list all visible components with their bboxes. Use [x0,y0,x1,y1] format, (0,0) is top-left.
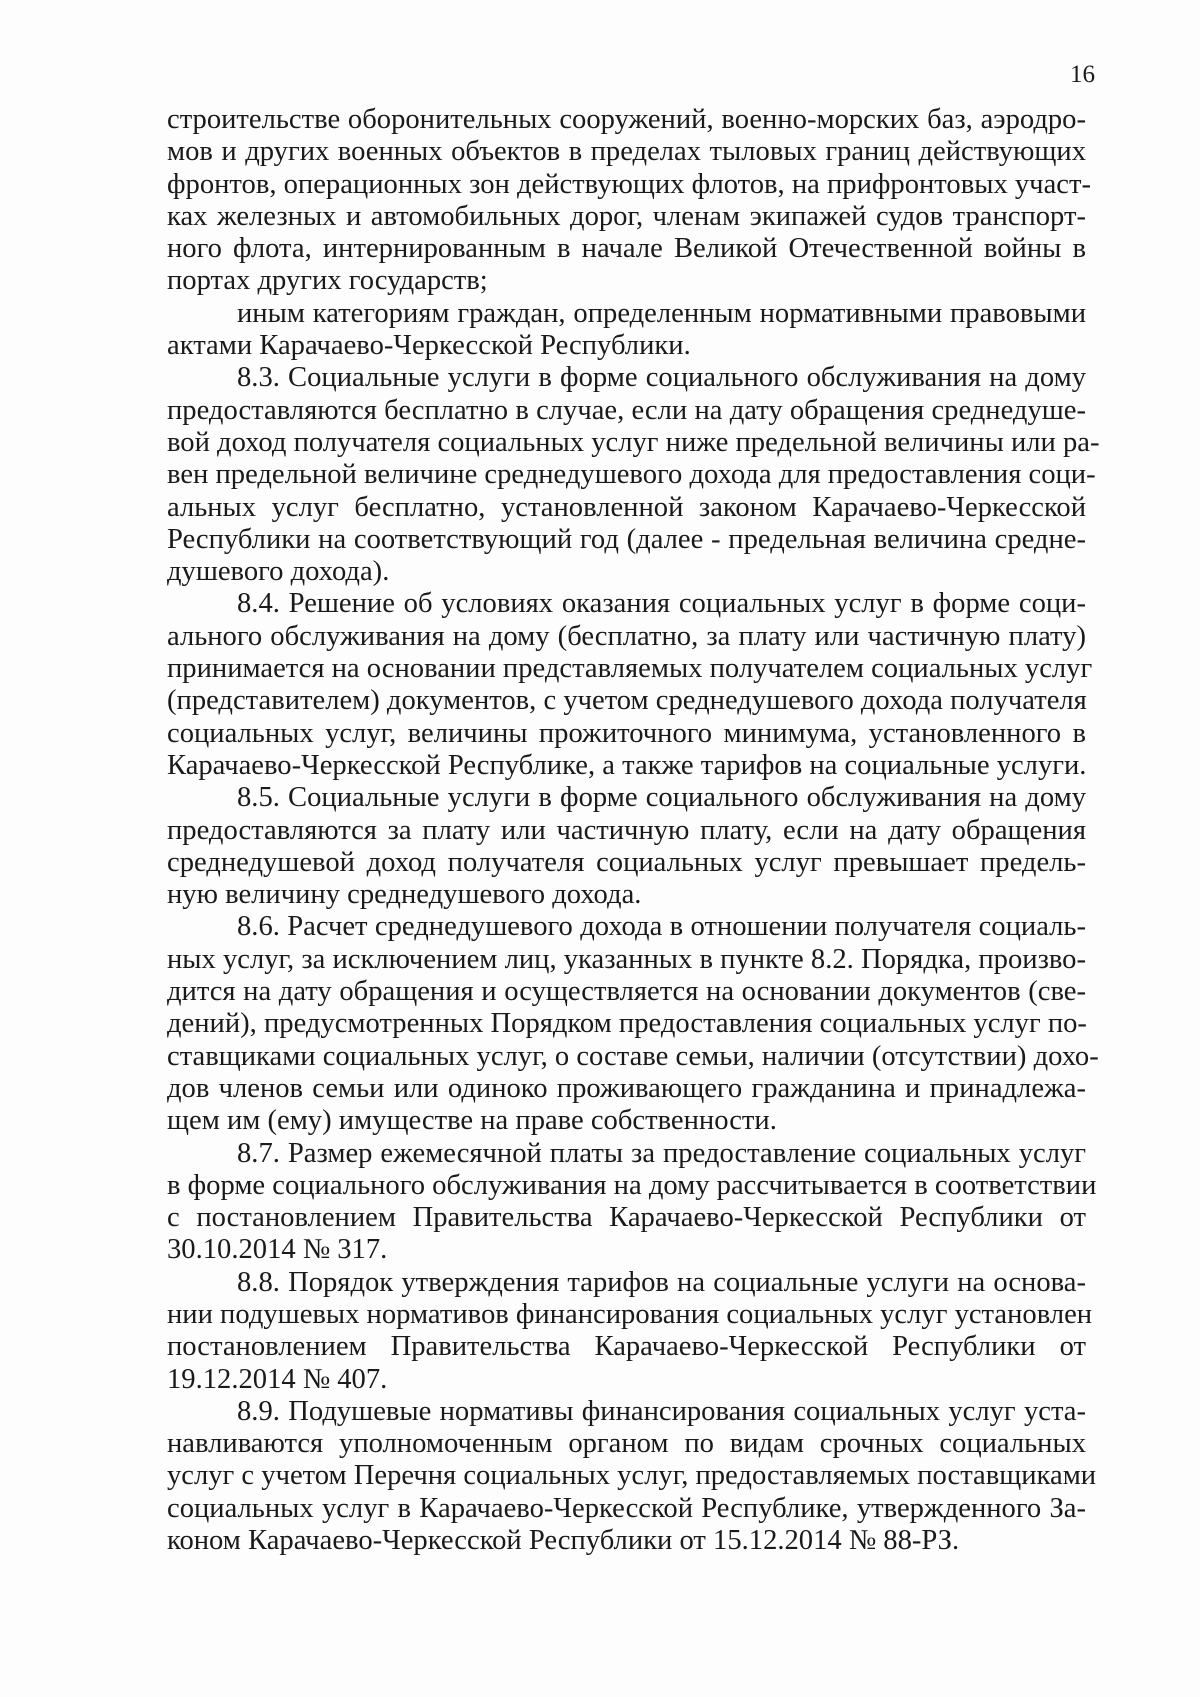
text-line: коном Карачаево-Черкесской Республики от 15.12.2014 № 88-РЗ. [167,1525,960,1557]
text-line: ставщиками социальных услуг, о составе семьи, наличии (отсутствии) дохо- [167,1040,1099,1072]
text-line: альных услуг бесплатно, установленной законом Карачаево-Черкесской [167,491,1086,523]
text-line: ного флота, интернированным в начале Великой Отечественной войны в [167,233,1086,265]
text-line: фронтов, операционных зон действующих флотов, на прифронтовых участ- [167,168,1091,200]
text-line: 8.7. Размер ежемесячной платы за предоставление социальных услуг [237,1137,1086,1169]
text-line: 8.4. Решение об условиях оказания социальных услуг в форме соци- [237,588,1086,620]
text-line: предоставляются за плату или частичную плату, если на дату обращения [167,814,1086,846]
text-line: дится на дату обращения и осуществляется на основании документов (све- [167,976,1086,1008]
text-line: вой доход получателя социальных услуг ниже предельной величины или ра- [167,426,1100,458]
text-line: ках железных и автомобильных дорог, членам экипажей судов транспорт- [167,200,1086,232]
text-line: в форме социального обслуживания на дому рассчитывается в соответствии [167,1169,1097,1201]
text-line: принимается на основании представляемых получателем социальных услуг [167,653,1093,685]
text-line: 30.10.2014 № 317. [167,1234,388,1266]
text-line: 8.8. Порядок утверждения тарифов на социальные услуги на основа- [237,1266,1086,1298]
text-line: с постановлением Правительства Карачаево-Черкесской Республики от [167,1202,1086,1234]
text-line: дов членов семьи или одиноко проживающего гражданина и принадлежа- [167,1072,1086,1104]
text-line: ную величину среднедушевого дохода. [167,879,642,911]
text-line: ных услуг, за исключением лиц, указанных в пункте 8.2. Порядка, произво- [167,943,1086,975]
text-line: душевого дохода). [167,556,390,588]
text-line: 8.3. Социальные услуги в форме социального обслуживания на дому [237,362,1086,394]
text-line: 8.9. Подушевые нормативы финансирования социальных услуг уста- [237,1395,1086,1427]
text-line: социальных услуг, величины прожиточного минимума, установленного в [167,717,1086,749]
text-line: нии подушевых нормативов финансирования социальных услуг установлен [167,1298,1093,1330]
text-line: среднедушевой доход получателя социальных услуг превышает предель- [167,846,1086,878]
text-line: щем им (ему) имуществе на праве собственности. [167,1105,777,1137]
text-line: предоставляются бесплатно в случае, если на дату обращения среднедуше- [167,394,1086,426]
text-line: строительстве оборонительных сооружений, военно-морских баз, аэродро- [167,104,1086,135]
text-line: Карачаево-Черкесской Республике, а также тарифов на социальные услуги. [167,749,1087,781]
text-line: иным категориям граждан, определенным нормативными правовыми [237,297,1086,329]
text-line: 8.6. Расчет среднедушевого дохода в отношении получателя социаль- [237,911,1086,943]
text-line: ального обслуживания на дому (бесплатно, за плату или частичную плату) [167,620,1086,652]
text-line: услуг с учетом Перечня социальных услуг, предоставляемых поставщиками [167,1460,1097,1492]
text-line: 8.5. Социальные услуги в форме социального обслуживания на дому [237,782,1086,814]
text-line: 19.12.2014 № 407. [167,1363,388,1395]
page-number: 16 [1070,61,1095,88]
document-body [167,104,1100,1557]
text-line: портах других государств; [167,265,488,297]
text-line: мов и других военных объектов в пределах тыловых границ действующих [167,136,1086,168]
text-line: навливаются уполномоченным органом по видам срочных социальных [167,1428,1086,1460]
text-line: вен предельной величине среднедушевого дохода для предоставления соци- [167,459,1096,491]
text-line: Республики на соответствующий год (далее - предельная величина средне- [167,523,1086,555]
text-line: актами Карачаево-Черкесской Республики. [167,330,691,362]
text-line: социальных услуг в Карачаево-Черкесской Республике, утвержденного За- [167,1492,1086,1524]
text-line: постановлением Правительства Карачаево-Черкесской Республики от [167,1331,1086,1363]
text-line: (представителем) документов, с учетом среднедушевого дохода получателя [167,685,1087,717]
text-line: дений), предусмотренных Порядком предоставления социальных услуг по- [167,1008,1087,1040]
